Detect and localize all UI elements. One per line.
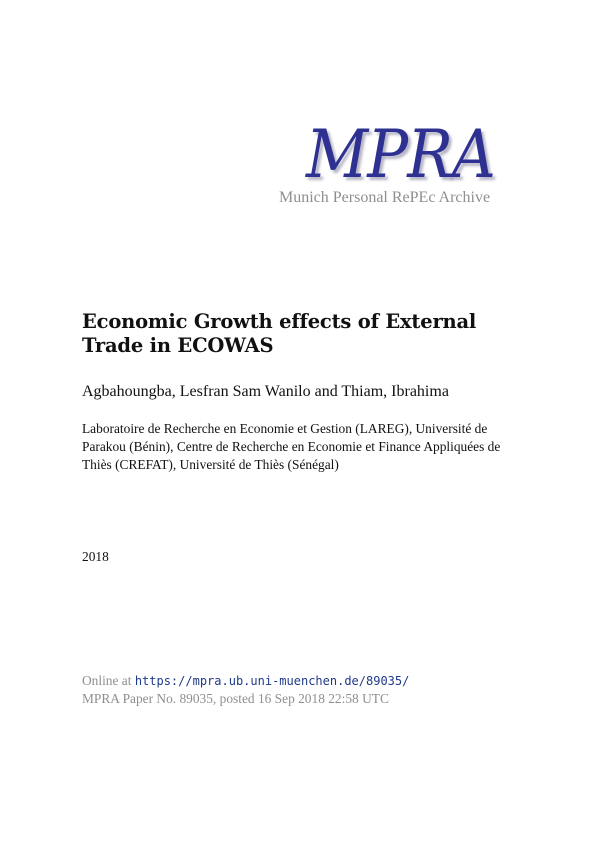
online-at-label: Online at	[82, 673, 135, 688]
mpra-logo-text: MPRA	[306, 116, 495, 193]
mpra-logo	[0, 118, 595, 218]
paper-year: 2018	[82, 549, 109, 564]
paper-title: Economic Growth effects of External Trade in ECOWAS	[82, 310, 477, 357]
mpra-logo-subtitle: Munich Personal RePEc Archive	[279, 189, 491, 206]
paper-authors: Agbahoungba, Lesfran Sam Wanilo and Thiam, Ibrahima	[82, 383, 449, 400]
paper-url-link[interactable]: https://mpra.ub.uni-muenchen.de/89035/	[134, 674, 410, 688]
paper-posted-line: MPRA Paper No. 89035, posted 16 Sep 2018 22:58 UTC	[82, 691, 389, 706]
online-at-line	[82, 672, 409, 690]
paper-affiliation: Laboratoire de Recherche en Economie et Gestion (LAREG), Université de Parakou (Bénin), Centre de Recherche en Economie et Finance Appliquées de Thiès (CREFAT), Université de Thiès (Sénégal)	[82, 421, 501, 472]
